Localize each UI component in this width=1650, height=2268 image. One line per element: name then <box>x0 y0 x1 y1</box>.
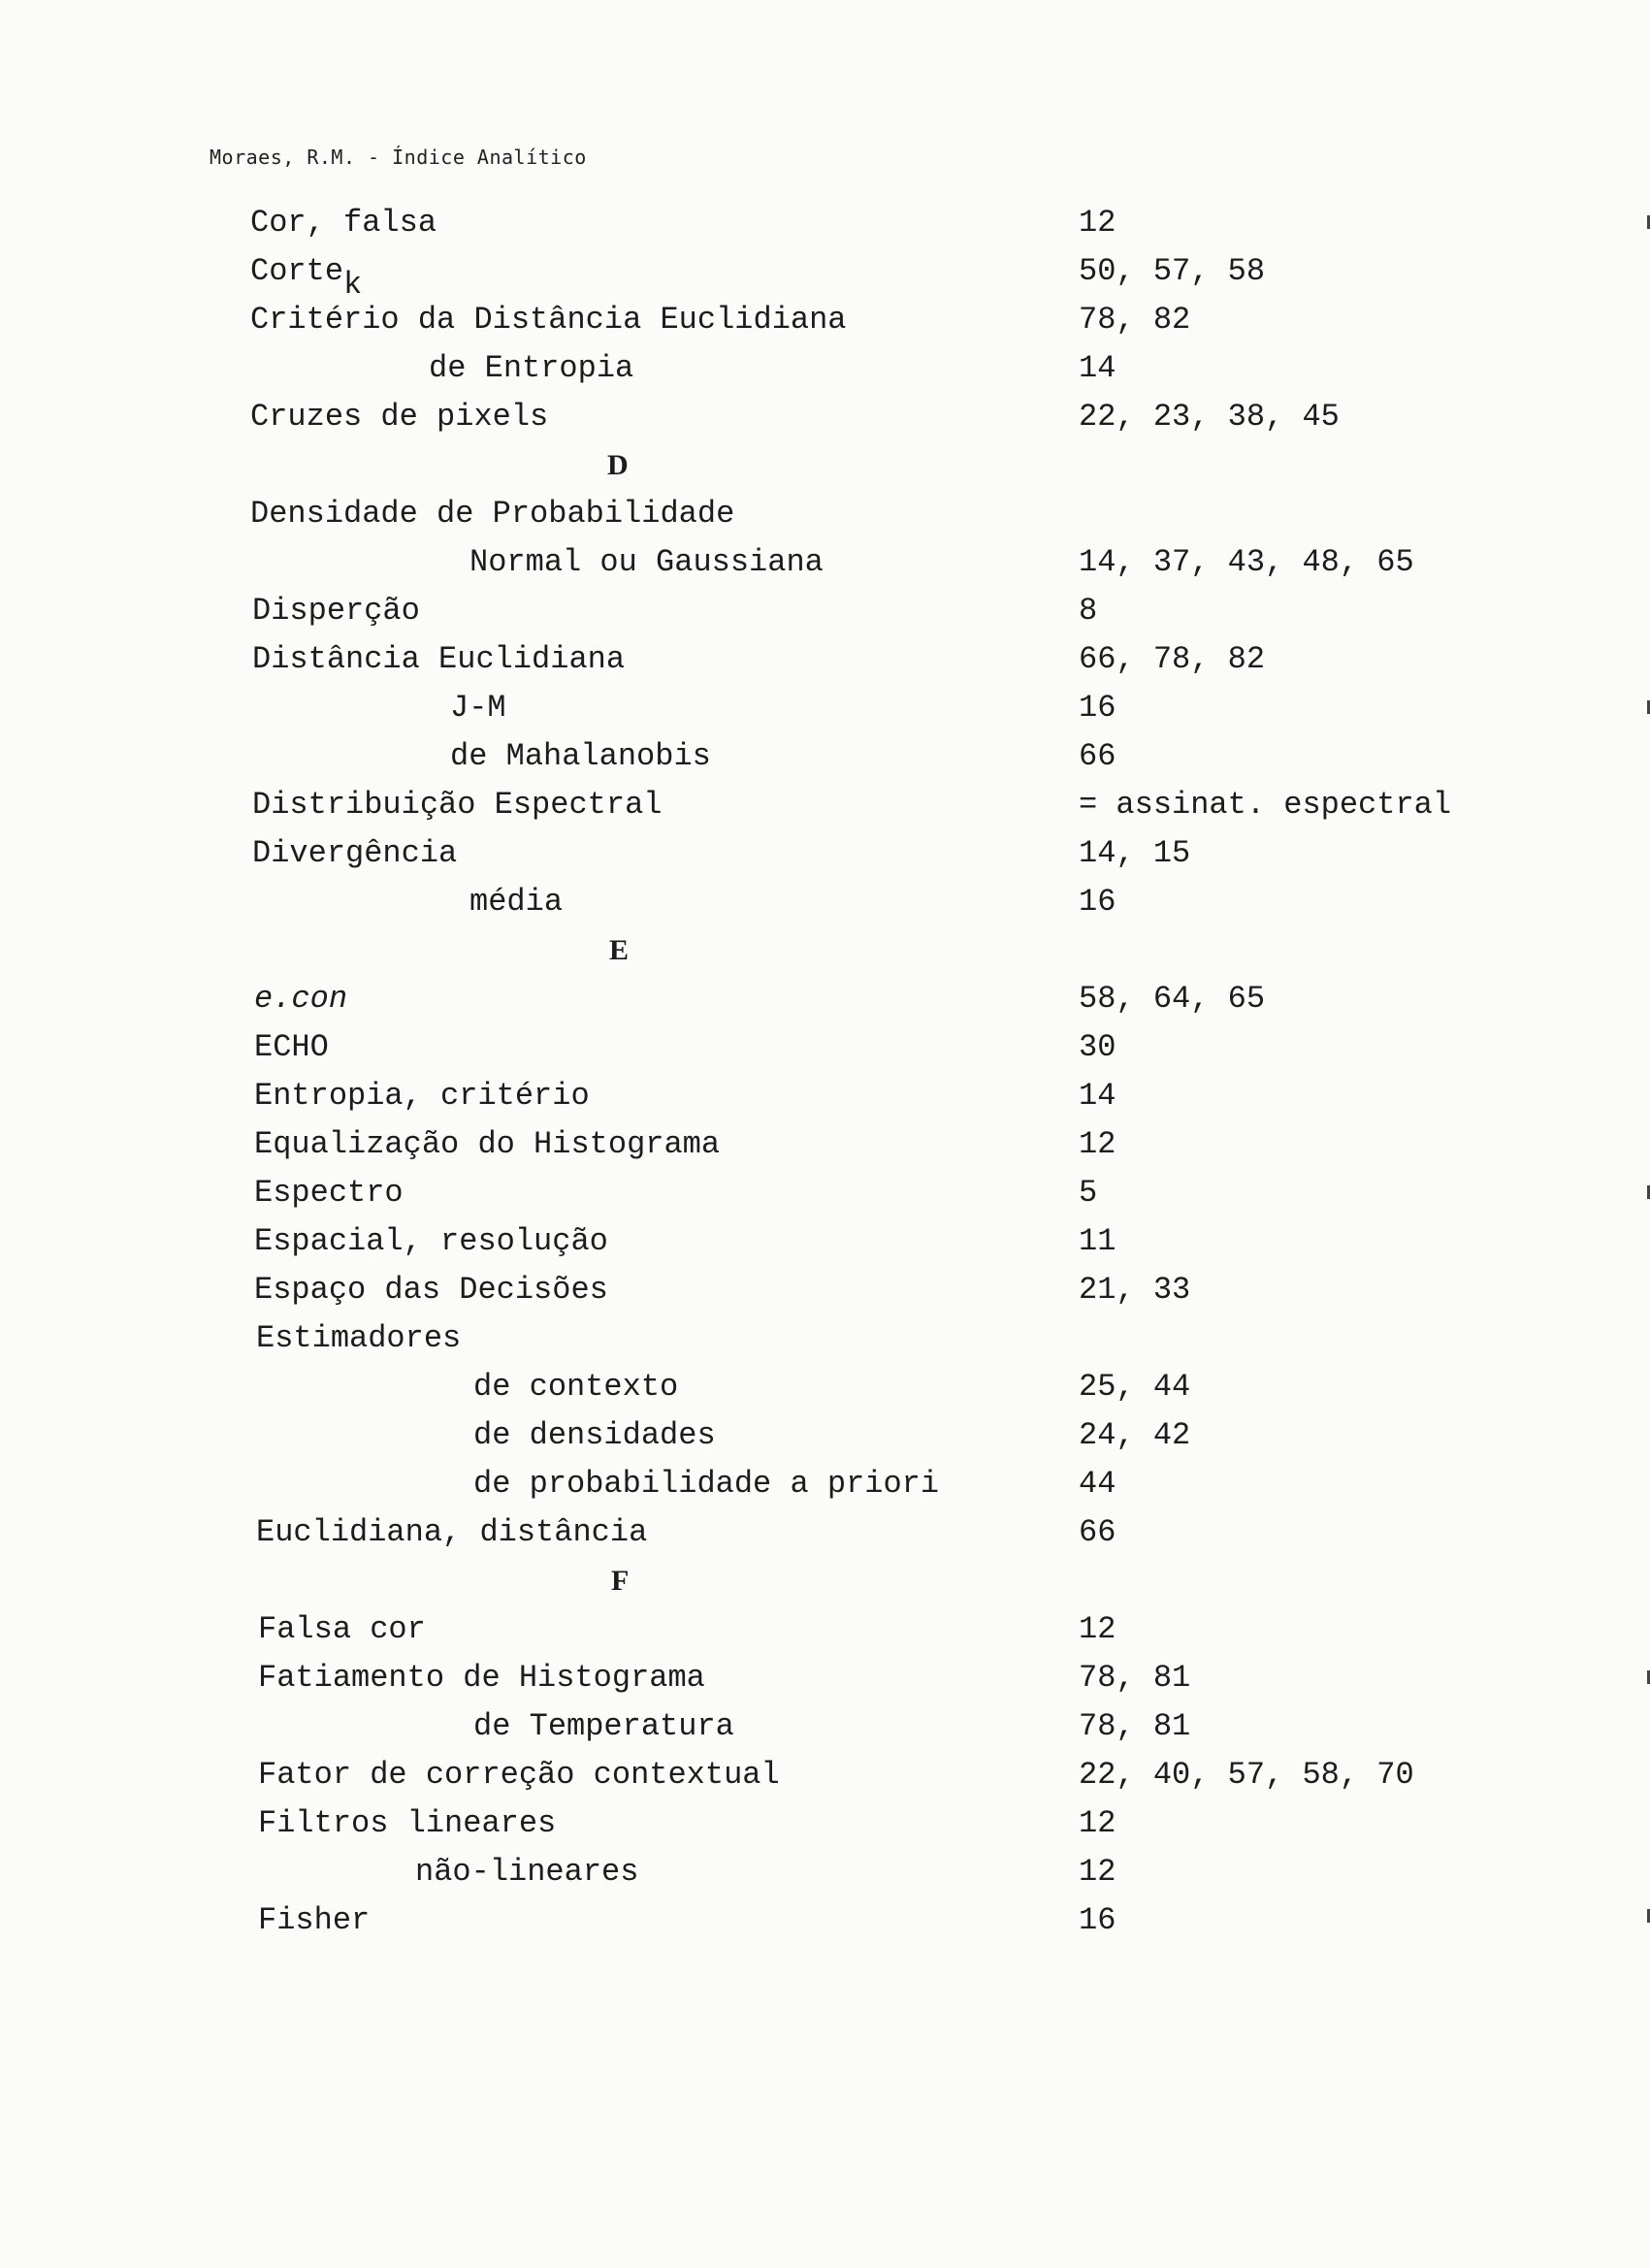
entry-term: e.con <box>254 981 348 1017</box>
entry-pages: 22, 40, 57, 58, 70 <box>1079 1757 1414 1793</box>
entry-pages: 16 <box>1079 1902 1116 1938</box>
entry-pages: 78, 82 <box>1079 302 1191 338</box>
entry-term: Falsa cor <box>258 1611 426 1647</box>
entry-term: média <box>469 884 564 920</box>
entry-pages: 16 <box>1079 690 1116 726</box>
entry-pages: 12 <box>1079 205 1116 241</box>
entry-term: Espaço das Decisões <box>254 1272 608 1308</box>
section-letter-e: E <box>609 934 630 966</box>
entry-pages: 14 <box>1079 1078 1116 1114</box>
section-letter-f: F <box>611 1565 630 1597</box>
entry-pages: 44 <box>1079 1466 1116 1502</box>
entry-pages: 8 <box>1079 593 1098 629</box>
entry-pages: 58, 64, 65 <box>1079 981 1266 1017</box>
entry-term: Fisher <box>258 1902 371 1938</box>
entry-term: J-M <box>450 690 506 726</box>
entry-term: Cor, falsa <box>250 205 437 241</box>
entry-term: Entropia, critério <box>254 1078 590 1114</box>
entry-pages: 66 <box>1079 1514 1116 1550</box>
entry-pages: 21, 33 <box>1079 1272 1191 1308</box>
section-letter-d: D <box>607 449 629 481</box>
entry-pages: 50, 57, 58 <box>1079 253 1266 289</box>
entry-term: Espectro <box>254 1175 404 1211</box>
entry-pages: 25, 44 <box>1079 1369 1191 1405</box>
entry-term: de densidades <box>473 1417 716 1453</box>
entry-term: de contexto <box>473 1369 679 1405</box>
entry-pages: 12 <box>1079 1611 1116 1647</box>
entry-pages: 66, 78, 82 <box>1079 641 1266 677</box>
entry-pages: = assinat. espectral <box>1079 787 1452 823</box>
entry-term: Filtros lineares <box>258 1805 557 1841</box>
entry-term: Critério da Distância Euclidiana <box>250 302 847 338</box>
entry-term: de probabilidade a priori <box>473 1466 940 1502</box>
entry-term: Normal ou Gaussiana <box>469 544 824 580</box>
entry-pages: 78, 81 <box>1079 1708 1191 1744</box>
entry-term-text: Corte <box>250 253 344 289</box>
entry-pages: 14, 15 <box>1079 835 1191 871</box>
entry-term: Euclidiana, distância <box>256 1514 648 1550</box>
entry-pages: 14 <box>1079 350 1116 386</box>
entry-term: Fatiamento de Histograma <box>258 1660 705 1696</box>
entry-term: não-lineares <box>415 1854 639 1890</box>
entry-pages: 22, 23, 38, 45 <box>1079 399 1340 435</box>
entry-pages: 16 <box>1079 884 1116 920</box>
entry-pages: 78, 81 <box>1079 1660 1191 1696</box>
entry-pages: 12 <box>1079 1126 1116 1162</box>
entry-term <box>250 252 363 303</box>
entry-pages: 12 <box>1079 1805 1116 1841</box>
entry-term-subscript: k <box>343 267 363 303</box>
entry-pages: 11 <box>1079 1223 1116 1259</box>
entry-term: Fator de correção contextual <box>258 1757 780 1793</box>
entry-pages: 5 <box>1079 1175 1098 1211</box>
entry-term: Estimadores <box>256 1320 462 1356</box>
entry-pages: 14, 37, 43, 48, 65 <box>1079 544 1414 580</box>
entry-term: Divergência <box>252 835 458 871</box>
entry-term: de Mahalanobis <box>450 738 711 774</box>
entry-term: Distribuição Espectral <box>252 787 663 823</box>
entry-pages: 24, 42 <box>1079 1417 1191 1453</box>
page-header: Moraes, R.M. - Índice Analítico <box>210 146 587 169</box>
entry-term: Densidade de Probabilidade <box>250 496 735 532</box>
entry-term: de Entropia <box>429 350 634 386</box>
entry-pages: 12 <box>1079 1854 1116 1890</box>
entry-term: ECHO <box>254 1029 329 1065</box>
entry-term: Espacial, resolução <box>254 1223 608 1259</box>
entry-term: de Temperatura <box>473 1708 734 1744</box>
entry-term: Equalização do Histograma <box>254 1126 721 1162</box>
entry-term: Distância Euclidiana <box>252 641 626 677</box>
entry-term: Cruzes de pixels <box>250 399 549 435</box>
entry-pages: 66 <box>1079 738 1116 774</box>
entry-term: Disperção <box>252 593 420 629</box>
entry-pages: 30 <box>1079 1029 1116 1065</box>
